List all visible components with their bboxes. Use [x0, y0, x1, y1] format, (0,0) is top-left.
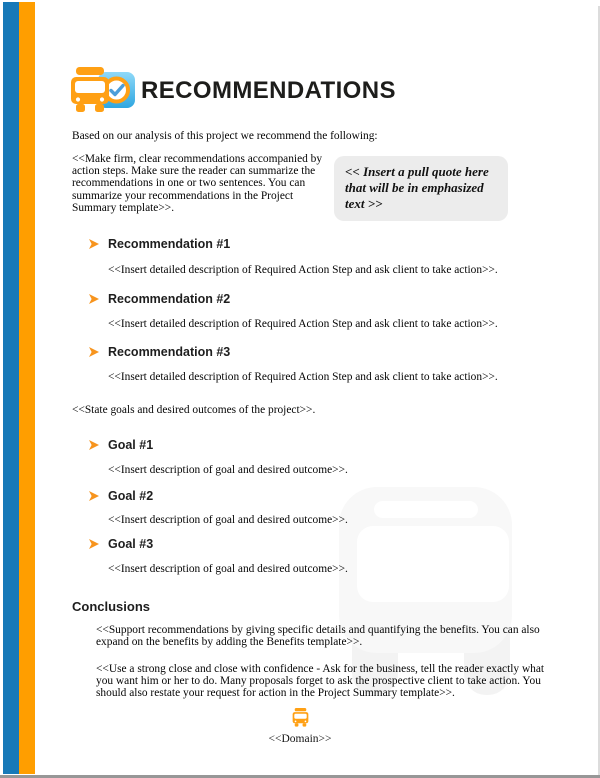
header-logo: [70, 66, 140, 114]
conclusions-paragraph: <<Use a strong close and close with confidence - Ask for the business, tell the reader exactly what you want him or her to do. Many proposals forget to ask the prospective client to take action. You should also restate your request for action in the Project Summary template>>.: [96, 663, 545, 700]
goal-description: <<Insert description of goal and desired outcome>>.: [108, 464, 348, 476]
arrow-bullet-icon: [88, 346, 100, 358]
arrow-bullet-icon: [88, 538, 100, 550]
recommendation-label: Recommendation #2: [108, 292, 231, 306]
recommendation-description: <<Insert detailed description of Required Action Step and ask client to take action>>.: [108, 264, 498, 276]
pull-quote-box: << Insert a pull quote here that will be in emphasized text >>: [334, 156, 508, 221]
arrow-bullet-icon: [88, 238, 100, 250]
recommendation-label: Recommendation #3: [108, 345, 231, 359]
footer-domain-text: <<Domain>>: [268, 733, 332, 745]
recommendation-heading: [88, 345, 230, 359]
goal-label: Goal #1: [108, 438, 154, 452]
intro-text: Based on our analysis of this project we recommend the following:: [72, 130, 378, 142]
goal-label: Goal #3: [108, 537, 154, 551]
bus-icon: [70, 67, 110, 118]
guidance-placeholder: <<Make firm, clear recommendations accompanied by action steps. Make sure the reader can summarize the recommendations in one or two sentences. You can summarize your recommendations in the Project Summary template>>.: [72, 153, 323, 214]
goal-description: <<Insert description of goal and desired outcome>>.: [108, 563, 348, 575]
goal-label: Goal #2: [108, 489, 154, 503]
arrow-bullet-icon: [88, 490, 100, 502]
recommendation-label: Recommendation #1: [108, 237, 231, 251]
recommendation-heading: [88, 292, 230, 306]
conclusions-paragraph: <<Support recommendations by giving specific details and quantifying the benefits. You can also expand on the benefits by adding the Benefits template>>.: [96, 624, 540, 649]
arrow-bullet-icon: [88, 439, 100, 451]
recommendation-description: <<Insert detailed description of Required Action Step and ask client to take action>>.: [108, 371, 498, 383]
page-title: RECOMMENDATIONS: [141, 77, 396, 104]
conclusions-heading: Conclusions: [72, 599, 151, 614]
goal-heading: [88, 438, 153, 452]
page-footer: [0, 708, 600, 745]
goal-description: <<Insert description of goal and desired outcome>>.: [108, 514, 348, 526]
recommendation-heading: [88, 237, 230, 251]
footer-bus-icon: [0, 708, 600, 732]
goal-heading: [88, 489, 153, 503]
recommendation-description: <<Insert detailed description of Required Action Step and ask client to take action>>.: [108, 318, 498, 330]
arrow-bullet-icon: [88, 293, 100, 305]
goal-heading: [88, 537, 153, 551]
goals-intro: <<State goals and desired outcomes of the project>>.: [72, 404, 316, 416]
